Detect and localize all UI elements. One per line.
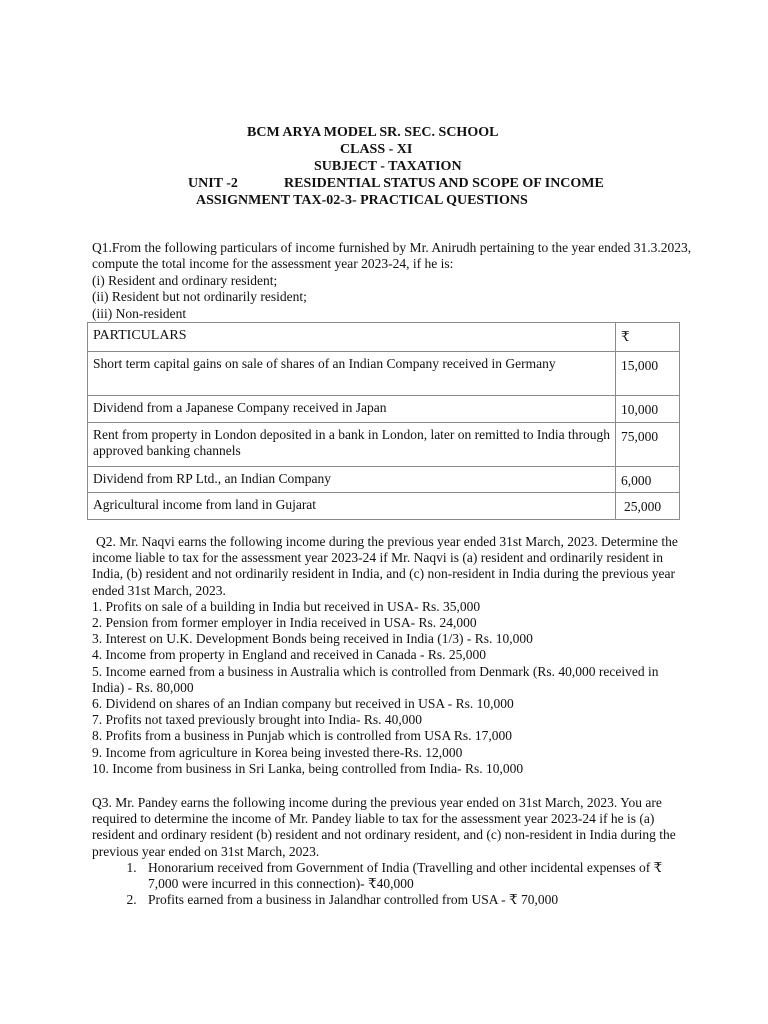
list-item: 6. Dividend on shares of an Indian company but received in USA - Rs. 10,000 — [92, 696, 514, 712]
table-row — [88, 422, 680, 466]
list-item: 2. Pension from former employer in India received in USA- Rs. 24,000 — [92, 615, 477, 631]
unit-number: UNIT -2 — [188, 176, 238, 191]
table-cell-particular: Dividend from RP Ltd., an Indian Company — [88, 466, 616, 493]
income-particulars-table — [87, 322, 680, 520]
table-cell-amount: 25,000 — [616, 493, 680, 520]
table-cell-particular: Dividend from a Japanese Company received in Japan — [88, 396, 616, 423]
table-header-particulars: PARTICULARS — [88, 323, 616, 352]
list-item: 1. Profits on sale of a building in India but received in USA- Rs. 35,000 — [92, 598, 481, 614]
list-item: 4. Income from property in England and received in Canada - Rs. 25,000 — [92, 647, 487, 663]
question-1-option: (iii) Non-resident — [92, 305, 187, 321]
subject-label: SUBJECT - TAXATION — [314, 159, 462, 174]
class-label: CLASS - XI — [340, 142, 413, 157]
table-header-row — [88, 323, 680, 352]
school-name: BCM ARYA MODEL SR. SEC. SCHOOL — [247, 125, 499, 140]
list-item: 7. Profits not taxed previously brought into India- Rs. 40,000 — [92, 712, 422, 728]
list-item: 8. Profits from a business in Punjab which is controlled from USA Rs. 17,000 — [92, 728, 512, 744]
question-2-intro: Q2. Mr. Naqvi earns the following income during the previous year ended 31st March, 2023. Determine the income liable to tax for the assessment year 2023-24 if Mr. Naqvi is (a) resident and ordinarily resident in India, (b) resident and not ordinarily resident in India, and (c) non-resident in India during the previous year ended 31st March, 2023. — [92, 534, 678, 598]
table-cell-amount: 15,000 — [616, 352, 680, 396]
list-item: 5. Income earned from a business in Australia which is controlled from Denmark (Rs. 40,000 received in India) - Rs. 80,000 — [92, 663, 659, 695]
list-item: 10. Income from business in Sri Lanka, being controlled from India- Rs. 10,000 — [92, 760, 524, 776]
table-cell-particular: Agricultural income from land in Gujarat — [88, 493, 616, 520]
list-item: 1. Honorarium received from Government of India (Travelling and other incidental expenses of ₹ 7,000 were incurred in this connection)- ₹40,000 — [140, 860, 692, 892]
list-item: 9. Income from agriculture in Korea being invested there-Rs. 12,000 — [92, 744, 463, 760]
question-3 — [92, 795, 692, 908]
table-row — [88, 352, 680, 396]
table-cell-amount: 10,000 — [616, 396, 680, 423]
table-cell-particular: Short term capital gains on sale of shares of an Indian Company received in Germany — [88, 352, 616, 396]
question-1-intro: Q1.From the following particulars of income furnished by Mr. Anirudh pertaining to the year ended 31.3.2023, compute the total income for the assessment year 2023-24, if he is: — [92, 240, 692, 272]
table-header-rupee: ₹ — [616, 323, 680, 352]
table-cell-particular: Rent from property in London deposited in a bank in London, later on remitted to India through approved banking channels — [88, 422, 616, 466]
table-cell-amount: 6,000 — [616, 466, 680, 493]
question-3-list — [92, 860, 692, 909]
question-3-intro: Q3. Mr. Pandey earns the following income during the previous year ended on 31st March, 2023. You are required to determine the income of Mr. Pandey liable to tax for the assessment year 2023-24 if he is (a) resident and ordinary resident (b) resident and not ordinary resident, and (c) non-resident in India during the previous year ended on 31st March, 2023. — [92, 795, 676, 859]
table-row — [88, 396, 680, 423]
list-item: 3. Interest on U.K. Development Bonds being received in India (1/3) - Rs. 10,000 — [92, 631, 533, 647]
question-2 — [92, 534, 692, 777]
question-1-option: (ii) Resident but not ordinarily resident; — [92, 289, 307, 305]
assignment-title: ASSIGNMENT TAX-02-3- PRACTICAL QUESTIONS — [196, 193, 528, 208]
question-1-option: (i) Resident and ordinary resident; — [92, 272, 278, 288]
table-row — [88, 493, 680, 520]
unit-title: RESIDENTIAL STATUS AND SCOPE OF INCOME — [284, 176, 604, 191]
list-item: 2. Profits earned from a business in Jalandhar controlled from USA - ₹ 70,000 — [140, 892, 692, 908]
table-cell-amount: 75,000 — [616, 422, 680, 466]
question-1 — [92, 240, 692, 322]
table-row — [88, 466, 680, 493]
